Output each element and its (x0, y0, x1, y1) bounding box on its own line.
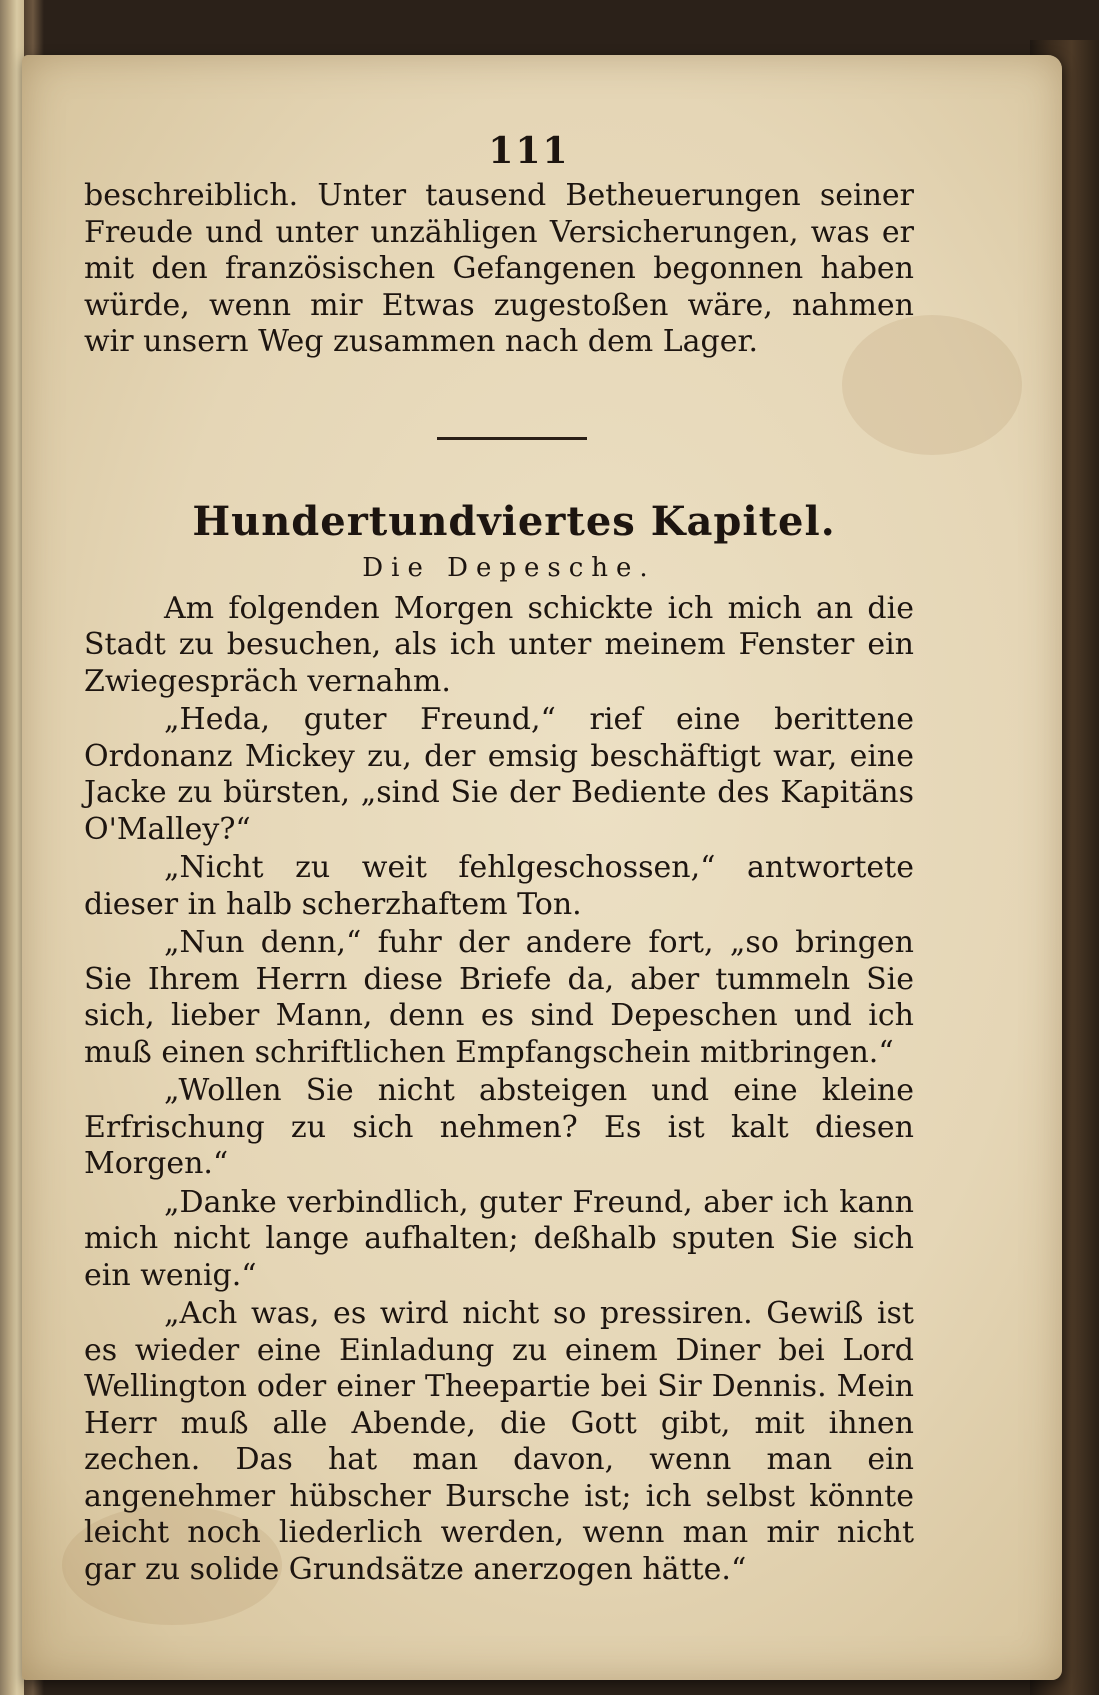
paragraph: „Heda, guter Freund,“ rief eine berittene Ordonanz Mickey zu, der emsig beschäftigt war, eine Jacke zu bürsten, „sind Sie der Bediente des Kapitäns O'Malley?“ (84, 702, 914, 847)
chapter-body (84, 591, 914, 1589)
paragraph: Am folgenden Morgen schickte ich mich an die Stadt zu besuchen, als ich unter meinem Fenster ein Zwiegespräch vernahm. (84, 590, 914, 699)
paragraph: „Danke verbindlich, guter Freund, aber ich kann mich nicht lange aufhalten; deßhalb sputen Sie sich ein wenig.“ (84, 1184, 914, 1293)
cover-edge (0, 0, 24, 1695)
paragraph: „Nicht zu weit fehlgeschossen,“ antwortete dieser in halb scherzhaftem Ton. (84, 850, 914, 922)
opening-paragraph: beschreiblich. Unter tausend Betheuerungen seiner Freude und unter unzähligen Versicherungen, was er mit den französischen Gefangenen begonnen haben würde, wenn mir Etwas zugestoßen wäre, nahmen wir unsern Weg zusammen nach dem Lager. (84, 178, 914, 359)
paragraph: „Ach was, es wird nicht so pressiren. Gewiß ist es wieder eine Einladung zu einem Diner bei Lord Wellington oder einer Theepartie bei Sir Dennis. Mein Herr muß alle Abende, die Gott gibt, mit ihnen zechen. Das hat man davon, wenn man ein angenehmer hübscher Bursche ist; ich selbst könnte leicht noch liederlich werden, wenn man mir nicht gar zu solide Grundsätze anerzogen hätte.“ (84, 1296, 914, 1587)
paragraph: „Wollen Sie nicht absteigen und eine kleine Erfrischung zu sich nehmen? Es ist kalt diesen Morgen.“ (84, 1073, 914, 1181)
page-number: 111 (488, 130, 570, 172)
section-divider (437, 437, 587, 440)
page-text (84, 130, 914, 1590)
chapter-subtitle: Die Depesche. (362, 552, 656, 583)
chapter-title: Hundertundviertes Kapitel. (192, 497, 836, 545)
paragraph: „Nun denn,“ fuhr der andere fort, „so bringen Sie Ihrem Herrn diese Briefe da, aber tummeln Sie sich, lieber Mann, denn es sind Depeschen und ich muß einen schriftlichen Empfangschein mitbringen.“ (84, 925, 914, 1070)
